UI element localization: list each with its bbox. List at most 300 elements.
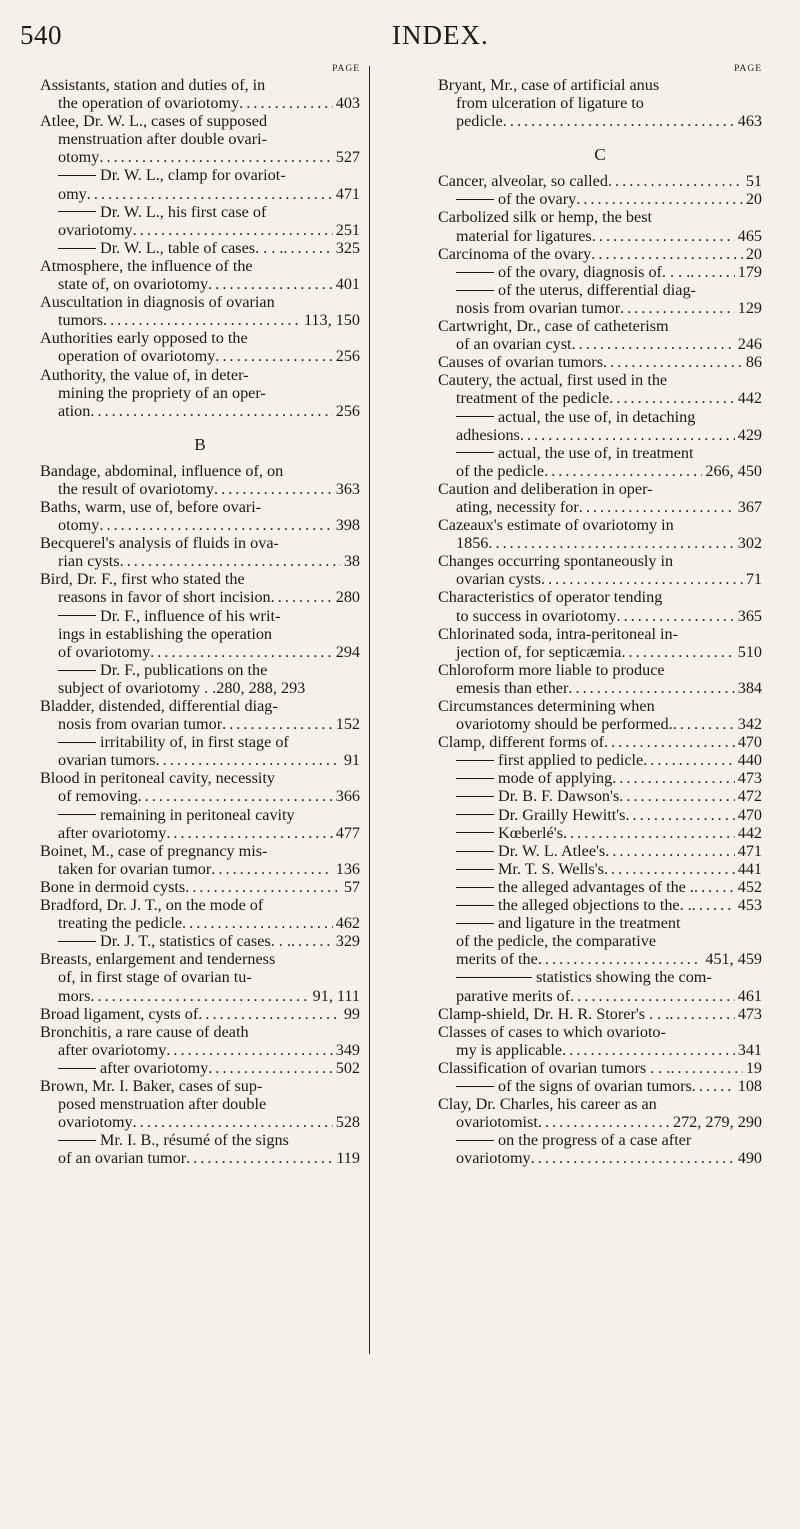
entry-line — [438, 1149, 762, 1167]
entry-line — [438, 625, 762, 643]
index-entry — [438, 190, 762, 208]
entry-text: menstruation after double ovari- — [58, 130, 268, 149]
entry-text: Blood in peritoneal cavity, necessity — [40, 769, 275, 788]
entry-text: otomy — [58, 148, 100, 167]
entry-text: posed menstruation after double — [58, 1095, 267, 1114]
entry-line — [438, 281, 762, 299]
ditto-dash — [58, 1140, 96, 1141]
entry-text: actual, the use of, in detaching — [498, 407, 696, 426]
index-entry — [438, 408, 762, 444]
dot-leader — [576, 190, 743, 208]
entry-text: merits of the — [456, 950, 538, 969]
entry-line — [40, 643, 360, 661]
index-entry — [40, 842, 360, 878]
entry-line — [40, 987, 360, 1005]
entry-text: Dr. F., publications on the — [100, 660, 268, 679]
dot-leader — [186, 1149, 333, 1167]
index-entry — [40, 1005, 360, 1023]
entry-text: nosis from ovarian tumor — [58, 715, 223, 734]
index-column-left — [40, 62, 360, 1167]
entry-line — [40, 130, 360, 148]
ditto-dash — [456, 977, 532, 978]
dot-leader — [99, 516, 332, 534]
entry-text: Dr. W. L., table of cases. . . . — [100, 238, 284, 257]
index-entry — [438, 914, 762, 968]
index-entry — [40, 570, 360, 606]
page-reference: 136 — [335, 859, 360, 878]
dot-leader — [214, 480, 333, 498]
entry-text: state of, on ovariotomy — [58, 275, 209, 294]
entry-text: ovariotomy — [58, 220, 133, 239]
dot-leader — [620, 299, 735, 317]
page-reference: 451, 459 — [705, 950, 762, 969]
entry-line — [40, 733, 360, 751]
entry-line — [438, 607, 762, 625]
entry-line — [438, 1113, 762, 1131]
entry-line — [40, 1059, 360, 1077]
entry-text: of the ovary, diagnosis of. . . . — [498, 262, 691, 281]
entry-line — [40, 498, 360, 516]
entry-line — [40, 257, 360, 275]
entry-text: jection of, for septicæmia — [456, 642, 622, 661]
page-reference: 462 — [335, 914, 360, 933]
entry-text: parative merits of — [456, 986, 571, 1005]
entry-text: treating the pedicle — [58, 914, 183, 933]
entry-line — [40, 275, 360, 293]
entry-text: Changes occurring spontaneously in — [438, 552, 674, 571]
entry-text: my is applicable — [456, 1040, 563, 1059]
dot-leader — [166, 824, 332, 842]
ditto-dash — [456, 290, 494, 291]
page-column-label: PAGE — [332, 64, 360, 74]
ditto-dash — [58, 814, 96, 815]
entry-line — [40, 914, 360, 932]
entry-text: Cartwright, Dr., case of catheterism — [438, 317, 669, 336]
entry-line — [438, 112, 762, 130]
index-entry — [438, 1095, 762, 1131]
dot-leader — [156, 751, 341, 769]
dot-leader — [291, 932, 333, 950]
entry-line — [40, 221, 360, 239]
index-entry — [40, 733, 360, 769]
entry-text: the operation of ovariotomy — [58, 94, 240, 113]
dot-leader — [283, 239, 332, 257]
page-reference: 528 — [335, 1113, 360, 1132]
index-entry — [438, 1005, 762, 1023]
entry-text: Breasts, enlargement and tenderness — [40, 950, 276, 969]
entry-line — [438, 987, 762, 1005]
entry-line — [40, 806, 360, 824]
page-reference: 470 — [737, 733, 762, 752]
dot-leader — [619, 787, 734, 805]
entry-text: of ovariotomy — [58, 642, 151, 661]
entry-text: mors — [58, 986, 91, 1005]
dot-leader — [692, 896, 735, 914]
section-letter: C — [594, 145, 606, 165]
index-entry — [40, 661, 360, 697]
entry-line — [40, 462, 360, 480]
dot-leader — [215, 347, 332, 365]
index-entry — [438, 263, 762, 281]
ditto-dash — [456, 832, 494, 833]
entry-line — [40, 932, 360, 950]
entry-line — [40, 661, 360, 679]
entry-text: of removing — [58, 787, 138, 806]
page-reference: 179 — [737, 262, 762, 281]
entry-text: Caution and deliberation in oper- — [438, 479, 653, 498]
index-entry — [438, 860, 762, 878]
dot-leader — [150, 643, 333, 661]
page-reference: 246 — [737, 335, 762, 354]
ditto-dash — [58, 615, 96, 616]
index-entry — [40, 462, 360, 498]
section-letter: B — [194, 434, 206, 454]
dot-leader — [120, 552, 341, 570]
entry-text: Bronchitis, a rare cause of death — [40, 1022, 249, 1041]
page-reference: 401 — [335, 275, 360, 294]
entry-text: Mr. T. S. Wells's — [498, 859, 604, 878]
index-entry — [40, 257, 360, 293]
index-entry — [438, 1077, 762, 1095]
dot-leader — [138, 787, 333, 805]
entry-text: material for ligatures — [456, 226, 592, 245]
entry-line — [438, 787, 762, 805]
entry-text: of an ovarian tumor — [58, 1149, 187, 1168]
page-reference: 477 — [335, 823, 360, 842]
entry-text: of the pedicle, the comparative — [456, 932, 657, 951]
entry-line — [40, 239, 360, 257]
index-entry — [40, 1059, 360, 1077]
index-entry — [438, 588, 762, 624]
page-reference: 453 — [737, 896, 762, 915]
entry-text: adhesions — [456, 425, 520, 444]
entry-text: irritability of, in first stage of — [100, 733, 289, 752]
page-reference: 266, 450 — [705, 461, 762, 480]
dot-leader — [531, 1149, 735, 1167]
ditto-dash — [456, 1086, 494, 1087]
entry-text: Characteristics of operator tending — [438, 588, 663, 607]
entry-line — [40, 112, 360, 130]
index-entry — [40, 293, 360, 329]
entry-line — [438, 1005, 762, 1023]
page-column-label: PAGE — [734, 64, 762, 74]
dot-leader — [605, 842, 734, 860]
entry-text: nosis from ovarian tumor — [456, 298, 621, 317]
index-entry — [40, 806, 360, 842]
entry-text: Bandage, abdominal, influence of, on — [40, 461, 284, 480]
dot-leader — [591, 245, 743, 263]
page-reference: 280 — [335, 588, 360, 607]
page-reference: 251 — [335, 220, 360, 239]
ditto-dash — [58, 211, 96, 212]
index-entry — [438, 371, 762, 407]
index-entry — [40, 607, 360, 661]
entry-line — [438, 227, 762, 245]
entry-line — [438, 444, 762, 462]
page-reference: 403 — [335, 94, 360, 113]
entry-line — [40, 1095, 360, 1113]
dot-leader — [271, 588, 333, 606]
page-reference: 325 — [335, 238, 360, 257]
entry-line — [438, 1095, 762, 1113]
index-entry — [40, 697, 360, 733]
entry-line — [438, 480, 762, 498]
entry-text: statistics showing the com- — [536, 968, 712, 987]
dot-leader — [563, 824, 735, 842]
index-entry — [438, 76, 762, 130]
dot-leader — [625, 806, 734, 824]
entry-line — [438, 860, 762, 878]
entry-text: Dr. W. L., clamp for ovariot- — [100, 166, 286, 185]
page-reference: 490 — [737, 1149, 762, 1168]
index-entry — [438, 444, 762, 480]
entry-line — [438, 516, 762, 534]
page-reference: 341 — [737, 1040, 762, 1059]
entry-line — [438, 1041, 762, 1059]
dot-leader — [503, 112, 735, 130]
entry-text: Chlorinated soda, intra-peritoneal in- — [438, 624, 679, 643]
entry-line — [438, 94, 762, 112]
index-entry — [438, 733, 762, 751]
page-reference: 302 — [737, 534, 762, 553]
ditto-dash — [58, 742, 96, 743]
entry-text: Cautery, the actual, first used in the — [438, 371, 668, 390]
entry-text: Cancer, alveolar, so called — [438, 172, 608, 191]
page-reference: 440 — [737, 751, 762, 770]
entry-line — [40, 860, 360, 878]
entry-line — [438, 498, 762, 516]
page-reference: 99 — [343, 1004, 360, 1023]
entry-text: Dr. Grailly Hewitt's — [498, 805, 626, 824]
page-reference: 329 — [335, 932, 360, 951]
page-reference: 470 — [737, 805, 762, 824]
dot-leader — [222, 715, 333, 733]
ditto-dash — [456, 778, 494, 779]
index-entry — [438, 1023, 762, 1059]
index-entry — [40, 76, 360, 112]
dot-leader — [488, 534, 734, 552]
entry-line — [40, 842, 360, 860]
index-entry — [438, 1131, 762, 1167]
page-reference: 502 — [335, 1058, 360, 1077]
running-title: INDEX. — [392, 20, 489, 50]
index-entry — [40, 950, 360, 1004]
index-entry — [438, 878, 762, 896]
entry-line — [438, 715, 762, 733]
entry-text: ation — [58, 401, 91, 420]
entry-line — [40, 1131, 360, 1149]
entry-text: Carcinoma of the ovary — [438, 244, 592, 263]
page-reference: 38 — [343, 552, 360, 571]
entry-line — [40, 896, 360, 914]
index-entry — [438, 661, 762, 697]
entry-line — [438, 806, 762, 824]
dot-leader — [570, 987, 735, 1005]
index-entry — [40, 112, 360, 166]
entry-text: Broad ligament, cysts of — [40, 1004, 199, 1023]
page-reference: 510 — [737, 642, 762, 661]
page-number: 540 — [20, 20, 62, 50]
page-reference: 365 — [737, 606, 762, 625]
entry-text: Dr. F., influence of his writ- — [100, 606, 281, 625]
dot-leader — [133, 221, 333, 239]
entry-line — [40, 384, 360, 402]
entry-text: Assistants, station and duties of, in — [40, 76, 266, 94]
entry-line — [40, 329, 360, 347]
ditto-dash — [58, 670, 96, 671]
entry-text: Bradford, Dr. J. T., on the mode of — [40, 896, 264, 915]
entry-line — [438, 245, 762, 263]
dot-leader — [90, 402, 332, 420]
page-reference: 294 — [335, 642, 360, 661]
index-entry — [438, 245, 762, 263]
entry-line — [438, 932, 762, 950]
index-entry — [438, 787, 762, 805]
entry-line — [438, 462, 762, 480]
page-reference: 256 — [335, 347, 360, 366]
dot-leader — [603, 353, 743, 371]
dot-leader — [692, 1077, 735, 1095]
entry-line — [438, 1023, 762, 1041]
index-entry — [438, 769, 762, 787]
page-reference: 442 — [737, 389, 762, 408]
entry-text: Clamp-shield, Dr. H. R. Storer's . . . — [438, 1004, 670, 1023]
page-reference: 465 — [737, 226, 762, 245]
page-reference: 452 — [737, 877, 762, 896]
entry-text: 1856 — [456, 534, 489, 553]
entry-line — [438, 76, 762, 94]
ditto-dash — [456, 760, 494, 761]
dot-leader — [538, 950, 703, 968]
entry-text: Dr. B. F. Dawson's — [498, 787, 620, 806]
entry-text: ovariotomy — [58, 1113, 133, 1132]
entry-text: ovariotomy — [456, 1149, 531, 1168]
entry-line — [40, 769, 360, 787]
dot-leader — [604, 733, 735, 751]
entry-text: to success in ovariotomy — [456, 606, 617, 625]
entry-text: rian cysts — [58, 552, 120, 571]
dot-leader — [670, 1059, 742, 1077]
entry-line — [438, 643, 762, 661]
entry-text: ings in establishing the operation — [58, 624, 273, 643]
dot-leader — [604, 860, 735, 878]
entry-text: Classification of ovarian tumors . . . — [438, 1058, 671, 1077]
index-entry — [438, 480, 762, 516]
entry-text: ovariotomy should be performed. — [456, 715, 673, 734]
entry-line — [438, 570, 762, 588]
ditto-dash — [456, 199, 494, 200]
dot-leader — [90, 987, 309, 1005]
page-reference: 472 — [737, 787, 762, 806]
dot-leader — [592, 227, 735, 245]
entry-text: remaining in peritoneal cavity — [100, 805, 295, 824]
entry-text: Atmosphere, the influence of the — [40, 256, 253, 275]
index-column-right — [438, 62, 762, 1167]
page-reference: 473 — [737, 769, 762, 788]
entry-text: Mr. I. B., résumé of the signs — [100, 1131, 289, 1150]
entry-text: mode of applying — [498, 769, 613, 788]
page-reference: 461 — [737, 986, 762, 1005]
entry-line — [438, 263, 762, 281]
ditto-dash — [456, 452, 494, 453]
entry-line — [438, 697, 762, 715]
entry-text: Atlee, Dr. W. L., cases of supposed — [40, 112, 268, 131]
index-entry — [438, 552, 762, 588]
entry-text: tumors — [58, 311, 103, 330]
entry-text: first applied to pedicle — [498, 751, 644, 770]
page-reference: 473 — [737, 1004, 762, 1023]
page-reference: 119 — [336, 1149, 360, 1168]
entry-line — [438, 842, 762, 860]
entry-text: treatment of the pedicle — [456, 389, 610, 408]
dot-leader — [211, 860, 332, 878]
dot-leader — [538, 1113, 670, 1131]
dot-leader — [239, 94, 333, 112]
entry-line — [40, 293, 360, 311]
entry-line — [40, 715, 360, 733]
entry-text: Clamp, different forms of — [438, 733, 605, 752]
entry-line — [40, 185, 360, 203]
entry-text: otomy — [58, 516, 100, 535]
page-reference: 363 — [335, 479, 360, 498]
entry-line — [438, 208, 762, 226]
entry-text: Chloroform more liable to produce — [438, 660, 665, 679]
page-reference: 113, 150 — [303, 311, 360, 330]
entry-line — [438, 968, 762, 986]
entry-text: Authority, the value of, in deter- — [40, 365, 249, 384]
page-reference: 349 — [335, 1040, 360, 1059]
entry-text: of, in first stage of ovarian tu- — [58, 968, 252, 987]
entry-line — [438, 896, 762, 914]
entry-line — [40, 148, 360, 166]
page-reference: 91, 111 — [312, 986, 360, 1005]
entry-text: ating, necessity for — [456, 497, 579, 516]
page-reference: 91 — [343, 751, 360, 770]
index-entry — [438, 172, 762, 190]
page-reference: 471 — [335, 184, 360, 203]
ditto-dash — [456, 814, 494, 815]
entry-text: Boinet, M., case of pregnancy mis- — [40, 841, 268, 860]
ditto-dash — [456, 1140, 494, 1141]
index-entry — [438, 751, 762, 769]
entry-line — [40, 950, 360, 968]
entry-line — [40, 679, 360, 697]
dot-leader — [182, 914, 333, 932]
entry-text: Auscultation in diagnosis of ovarian — [40, 293, 275, 312]
page-reference: 86 — [745, 353, 762, 372]
page-reference: 429 — [737, 425, 762, 444]
page-reference: 367 — [737, 497, 762, 516]
index-entry — [438, 353, 762, 371]
entry-line — [438, 733, 762, 751]
entry-line — [40, 570, 360, 588]
ditto-dash — [456, 905, 494, 906]
entry-text: Dr. W. L. Atlee's — [498, 841, 606, 860]
ditto-dash — [58, 248, 96, 249]
dot-leader — [568, 679, 734, 697]
entry-line — [438, 914, 762, 932]
dot-leader — [562, 1041, 735, 1059]
dot-leader — [520, 426, 735, 444]
entry-line — [40, 824, 360, 842]
entry-line — [438, 534, 762, 552]
entry-line — [438, 190, 762, 208]
index-entry — [40, 1077, 360, 1131]
page-reference: 152 — [335, 715, 360, 734]
column-divider — [369, 66, 370, 1354]
entry-text: ovarian cysts — [456, 570, 541, 589]
entry-line — [438, 552, 762, 570]
